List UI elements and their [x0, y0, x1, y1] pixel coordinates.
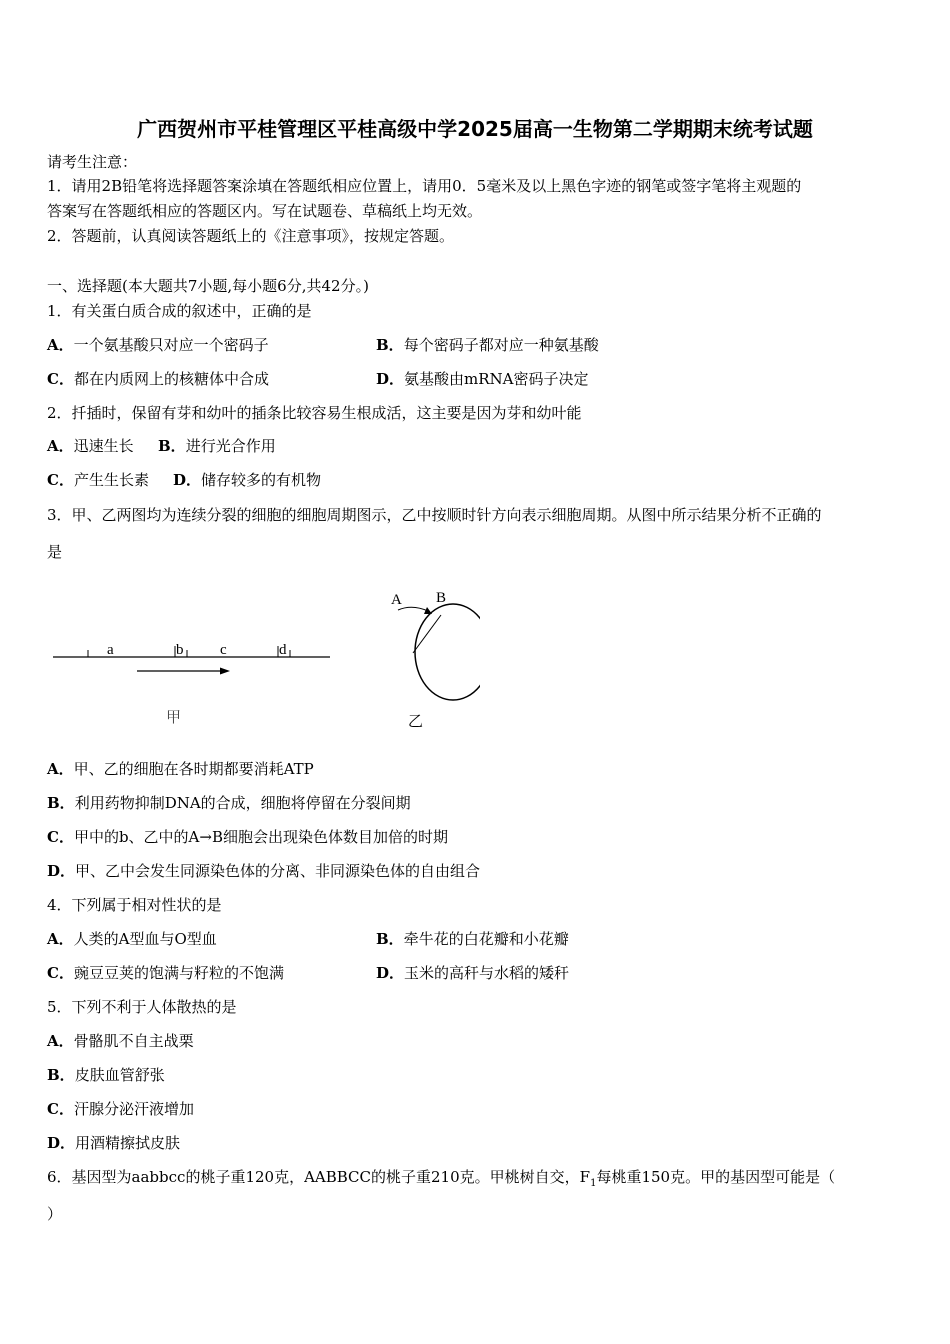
option-label: A．: [47, 336, 74, 354]
q3-option-b[interactable]: [47, 793, 411, 813]
segment-label-d: d: [279, 642, 287, 658]
q2-option-a[interactable]: [47, 436, 134, 456]
q1-option-b[interactable]: [376, 335, 599, 355]
option-label: C．: [47, 1100, 74, 1118]
option-text: 人类的A型血与O型血: [73, 930, 217, 948]
q2-option-b[interactable]: [158, 436, 276, 456]
q4-option-b[interactable]: [376, 929, 569, 949]
question-2-stem: 2．扦插时，保留有芽和幼叶的插条比较容易生根成活，这主要是因为芽和幼叶能: [47, 404, 582, 422]
q4-option-c[interactable]: [47, 963, 284, 983]
option-label: A．: [47, 437, 74, 455]
option-text: 玉米的高秆与水稻的矮秆: [404, 964, 570, 982]
notice-line-1-cont: 答案写在答题纸相应的答题区内。写在试题卷、草稿纸上均无效。: [47, 202, 483, 220]
notice-heading: 请考生注意：: [47, 153, 138, 171]
q5-option-c[interactable]: [47, 1099, 194, 1119]
q1-option-a[interactable]: [47, 335, 269, 355]
cell-cycle-circle: [415, 604, 480, 700]
option-text: 甲中的b、乙中的A→B细胞会出现染色体数目加倍的时期: [73, 828, 448, 846]
figure-label-yi: 乙: [408, 714, 424, 730]
q1-option-d[interactable]: [376, 369, 589, 389]
q5-option-b[interactable]: [47, 1065, 165, 1085]
circle-label-a: A: [391, 592, 402, 608]
option-text: 一个氨基酸只对应一个密码子: [73, 336, 269, 354]
segment-label-c: c: [220, 642, 227, 658]
option-label: B．: [47, 794, 75, 812]
option-text: 牵牛花的白花瓣和小花瓣: [403, 930, 569, 948]
option-label: A．: [47, 760, 74, 778]
q6-text-part2: 每桃重150克。甲的基因型可能是（: [596, 1168, 836, 1186]
option-text: 皮肤血管舒张: [74, 1066, 165, 1084]
option-text: 用酒精擦拭皮肤: [75, 1134, 181, 1152]
option-text: 迅速生长: [73, 437, 134, 455]
option-label: B．: [376, 930, 404, 948]
option-label: D．: [47, 1134, 76, 1152]
option-text: 每个密码子都对应一种氨基酸: [403, 336, 599, 354]
q5-option-d[interactable]: [47, 1133, 180, 1153]
q3-option-a[interactable]: [47, 759, 314, 779]
cell-cycle-figure: [40, 580, 480, 740]
q1-option-c[interactable]: [47, 369, 269, 389]
question-3-stem: 3．甲、乙两图均为连续分裂的细胞的细胞周期图示，乙中按顺时针方向表示细胞周期。从图中所示结果分析不正确的: [47, 506, 822, 524]
clockwise-arc: [398, 607, 428, 611]
option-label: C．: [47, 964, 74, 982]
option-label: C．: [47, 828, 74, 846]
option-text: 骨骼肌不自主战栗: [73, 1032, 194, 1050]
option-label: B．: [158, 437, 186, 455]
option-label: D．: [173, 471, 202, 489]
option-text: 进行光合作用: [185, 437, 276, 455]
option-text: 甲、乙中会发生同源染色体的分离、非同源染色体的自由组合: [75, 862, 481, 880]
option-label: A．: [47, 1032, 74, 1050]
q6-text-part1: 基因型为aabbcc的桃子重120克，AABBCC的桃子重210克。甲桃树自交，F: [71, 1168, 591, 1186]
q2-option-d[interactable]: [173, 470, 321, 490]
notice-line-2: 2．答题前，认真阅读答题纸上的《注意事项》，按规定答题。: [47, 227, 455, 245]
option-label: A．: [47, 930, 74, 948]
q4-option-d[interactable]: [376, 963, 569, 983]
option-label: C．: [47, 471, 74, 489]
option-label: B．: [376, 336, 404, 354]
q2-option-c[interactable]: [47, 470, 149, 490]
question-6-stem: [47, 1167, 835, 1194]
arc-arrow-head: [424, 607, 432, 614]
option-text: 氨基酸由mRNA密码子决定: [404, 370, 589, 388]
segment-label-a: a: [107, 642, 114, 658]
page-title: 广西贺州市平桂管理区平桂高级中学2025届高一生物第二学期期末统考试题: [137, 117, 813, 141]
option-text: 汗腺分泌汗液增加: [73, 1100, 194, 1118]
option-label: C．: [47, 370, 74, 388]
segment-label-b: b: [176, 642, 184, 658]
option-label: D．: [376, 370, 405, 388]
question-4-stem: 4．下列属于相对性状的是: [47, 896, 222, 914]
section-heading: 一、选择题(本大题共7小题,每小题6分,共42分。): [47, 277, 369, 295]
q4-option-a[interactable]: [47, 929, 217, 949]
notice-line-1: 1．请用2B铅笔将选择题答案涂填在答题纸相应位置上，请用0．5毫米及以上黑色字迹的钢笔或签字笔将主观题的: [47, 177, 802, 195]
option-label: B．: [47, 1066, 75, 1084]
question-1-stem: 1．有关蛋白质合成的叙述中，正确的是: [47, 302, 312, 320]
question-5-stem: 5．下列不利于人体散热的是: [47, 998, 237, 1016]
option-label: D．: [47, 862, 76, 880]
option-text: 豌豆豆荚的饱满与籽粒的不饱满: [73, 964, 284, 982]
option-text: 储存较多的有机物: [201, 471, 322, 489]
q6-subscript: 1: [590, 1178, 597, 1189]
figure-label-jia: 甲: [166, 710, 182, 726]
option-label: D．: [376, 964, 405, 982]
option-text: 产生生长素: [73, 471, 149, 489]
question-3-stem-cont: 是: [47, 543, 63, 561]
option-text: 利用药物抑制DNA的合成，细胞将停留在分裂间期: [74, 794, 411, 812]
question-number: 6．: [47, 1168, 72, 1186]
option-text: 都在内质网上的核糖体中合成: [73, 370, 269, 388]
q3-option-c[interactable]: [47, 827, 448, 847]
question-6-stem-cont: ）: [47, 1205, 63, 1223]
circle-label-b: B: [436, 590, 447, 606]
arrow-head: [220, 668, 230, 675]
q3-option-d[interactable]: [47, 861, 480, 881]
q5-option-a[interactable]: [47, 1031, 194, 1051]
option-text: 甲、乙的细胞在各时期都要消耗ATP: [73, 760, 314, 778]
